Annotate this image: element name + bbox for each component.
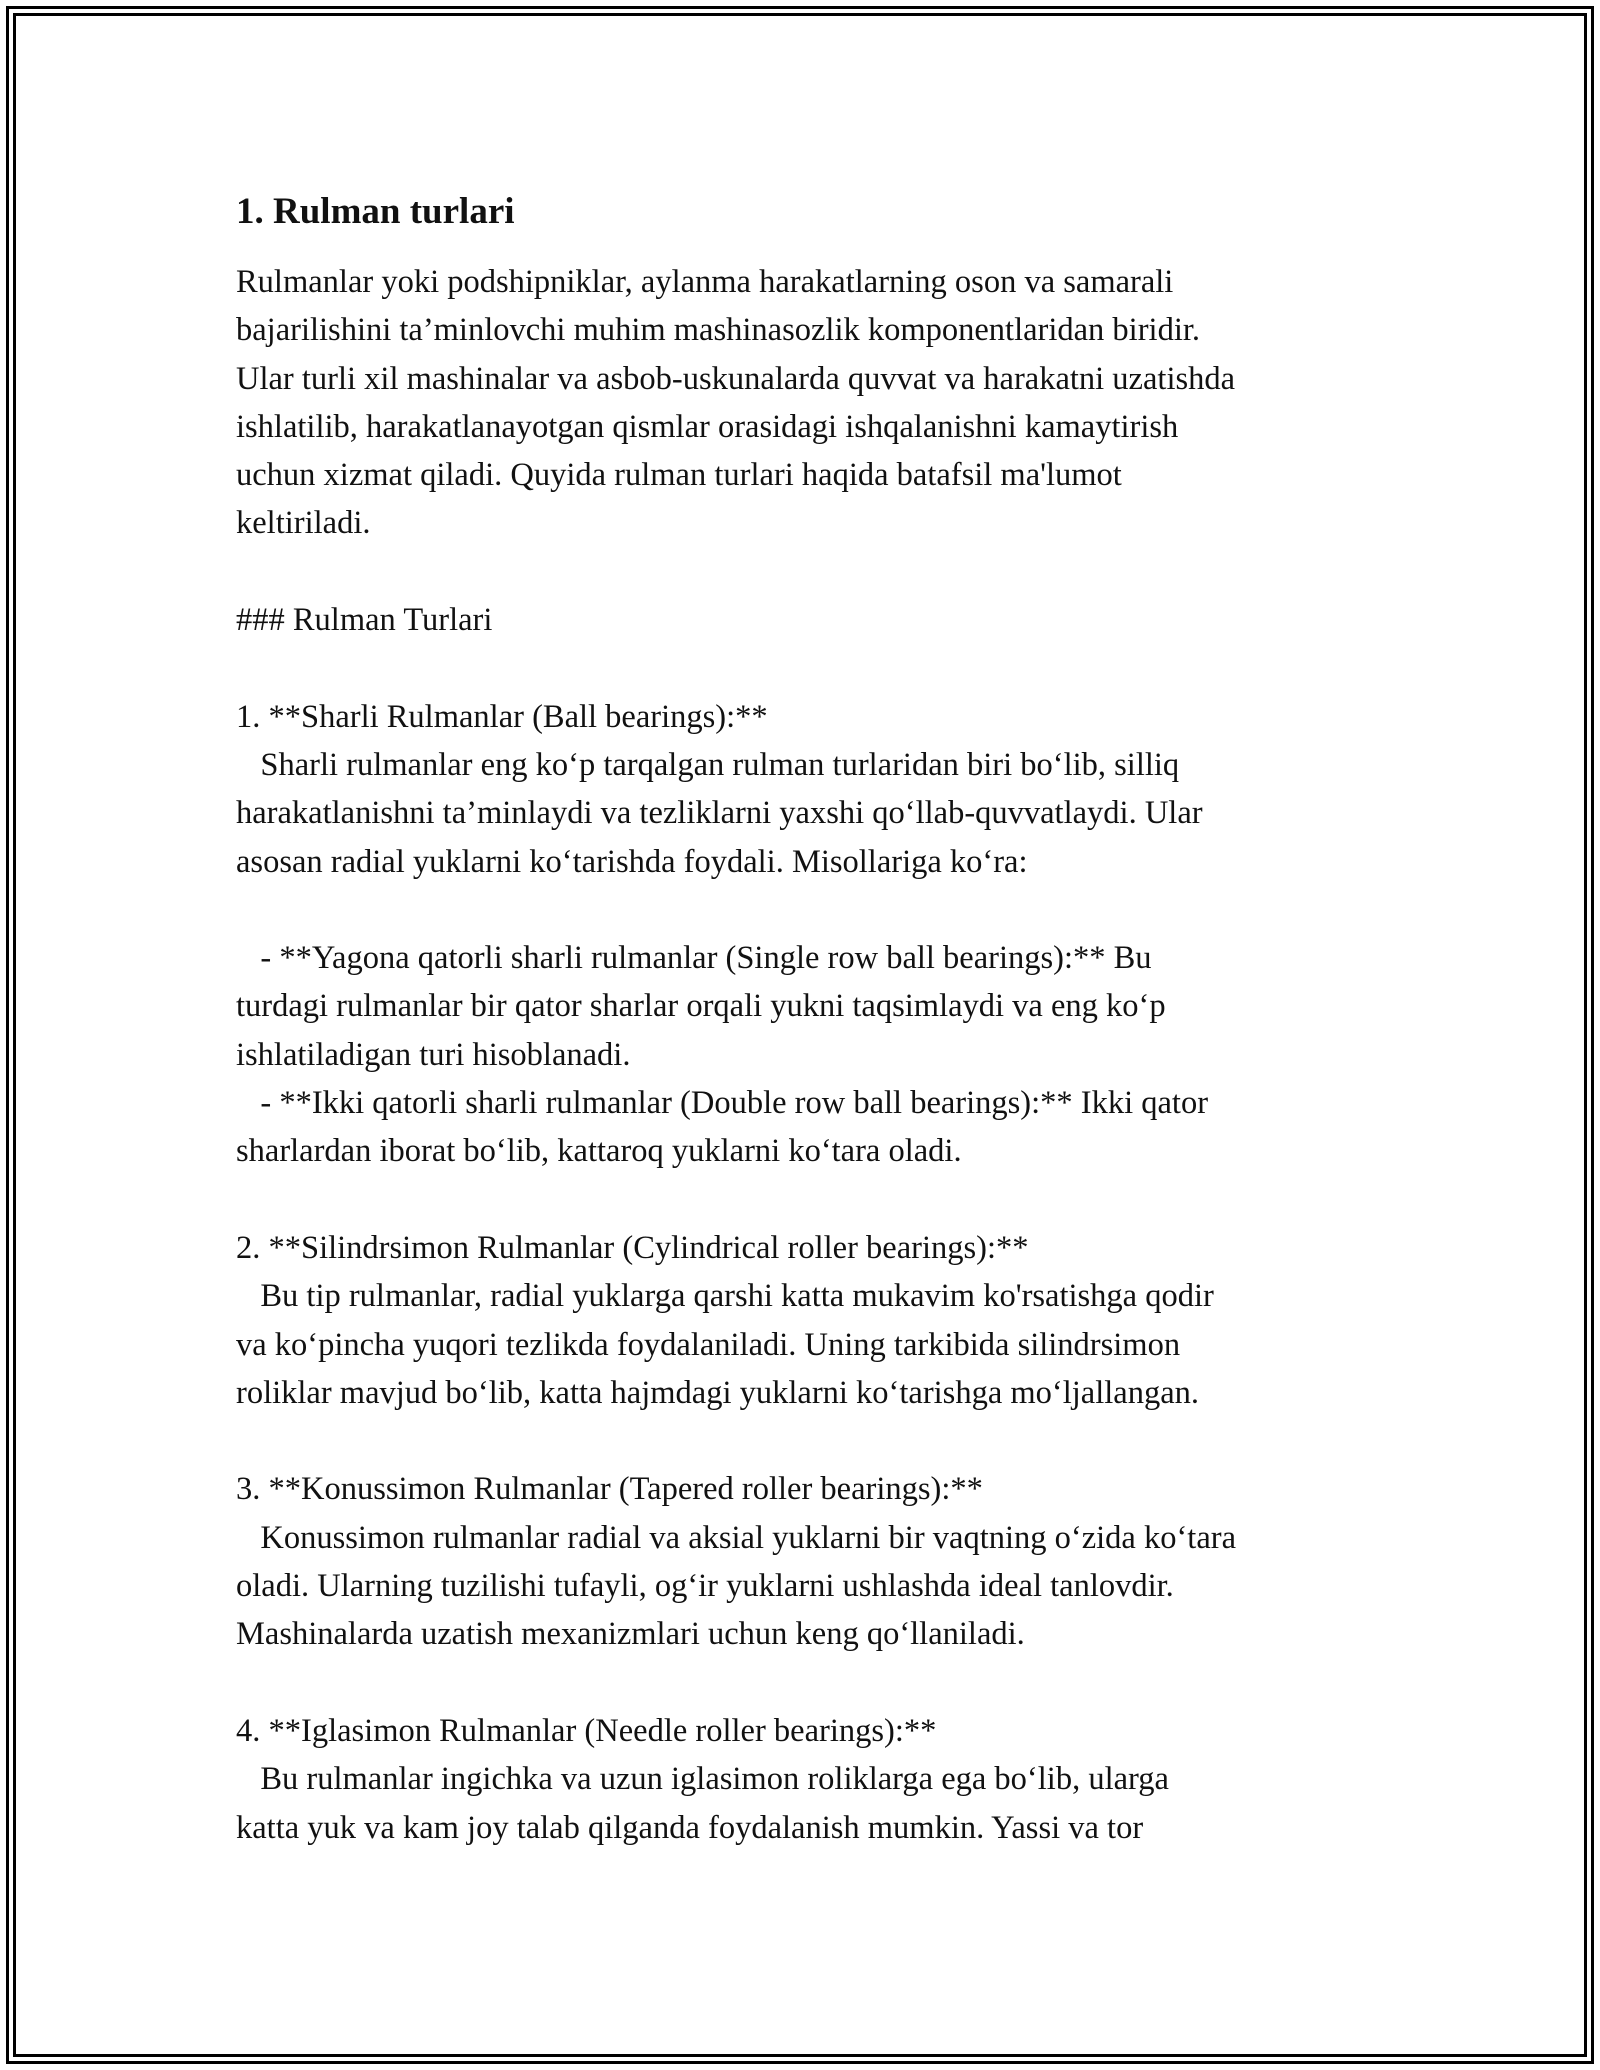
text-line: harakatlanishni ta’minlaydi va tezliklarni yaxshi qoʻllab-quvvatlaydi. Ular (236, 795, 1203, 832)
text-line: Konussimon rulmanlar radial va aksial yuklarni bir vaqtning oʻzida koʻtara (236, 1519, 1236, 1556)
blank-line (236, 1176, 1386, 1224)
blank-line (236, 1417, 1386, 1465)
sub-list-item: - **Ikki qatorli sharli rulmanlar (Double row ball bearings):** Ikki qator (236, 1085, 1209, 1122)
text-line: katta yuk va kam joy talab qilganda foydalanish mumkin. Yassi va tor (236, 1809, 1144, 1846)
blank-line (236, 1659, 1386, 1707)
text-line: Mashinalarda uzatish mexanizmlari uchun keng qoʻllaniladi. (236, 1616, 1025, 1653)
blank-line (236, 644, 1386, 692)
list-item-title: 3. **Konussimon Rulmanlar (Tapered roller bearings):** (236, 1471, 983, 1508)
text-line: roliklar mavjud boʻlib, katta hajmdagi yuklarni koʻtarishga moʻljallangan. (236, 1374, 1200, 1411)
text-line: ishlatilib, harakatlanayotgan qismlar orasidagi ishqalanishni kamaytirish (236, 408, 1179, 445)
text-line: Bu rulmanlar ingichka va uzun iglasimon roliklarga ega boʻlib, ularga (236, 1761, 1169, 1798)
text-line: Ular turli xil mashinalar va asbob-uskunalarda quvvat va harakatni uzatishda (236, 360, 1236, 397)
list-item-title: 4. **Iglasimon Rulmanlar (Needle roller bearings):** (236, 1712, 937, 1749)
document-body (236, 186, 1386, 1852)
text-line: bajarilishini ta’minlovchi muhim mashinasozlik komponentlaridan biridir. (236, 312, 1201, 349)
text-line: keltiriladi. (236, 505, 371, 542)
text-line: Bu tip rulmanlar, radial yuklarga qarshi katta mukavim ko'rsatishga qodir (236, 1278, 1214, 1315)
text-line: uchun xizmat qiladi. Quyida rulman turlari haqida batafsil ma'lumot (236, 457, 1122, 494)
text-line: Sharli rulmanlar eng koʻp tarqalgan rulman turlaridan biri boʻlib, silliq (236, 746, 1180, 783)
sub-list-item: - **Yagona qatorli sharli rulmanlar (Single row ball bearings):** Bu (236, 940, 1152, 977)
text-line: oladi. Ularning tuzilishi tufayli, ogʻir yuklarni ushlashda ideal tanlovdir. (236, 1568, 1174, 1605)
text-line: Rulmanlar yoki podshipniklar, aylanma harakatlarning oson va samarali (236, 264, 1174, 300)
list-item-title: 1. **Sharli Rulmanlar (Ball bearings):** (236, 698, 768, 735)
blank-line (236, 886, 1386, 934)
section-heading: 1. Rulman turlari (236, 191, 515, 232)
subsection-heading: ### Rulman Turlari (236, 602, 493, 639)
text-line: sharlardan iborat boʻlib, kattaroq yuklarni koʻtara oladi. (236, 1133, 962, 1170)
blank-line (236, 548, 1386, 596)
list-item-title: 2. **Silindrsimon Rulmanlar (Cylindrical roller bearings):** (236, 1229, 1029, 1266)
text-line: ishlatiladigan turi hisoblanadi. (236, 1036, 631, 1073)
text-line: turdagi rulmanlar bir qator sharlar orqali yukni taqsimlaydi va eng koʻp (236, 988, 1166, 1025)
document-text (236, 258, 1386, 1852)
text-line: va koʻpincha yuqori tezlikda foydalaniladi. Uning tarkibida silindrsimon (236, 1326, 1181, 1363)
text-line: asosan radial yuklarni koʻtarishda foydali. Misollariga koʻra: (236, 843, 1028, 880)
